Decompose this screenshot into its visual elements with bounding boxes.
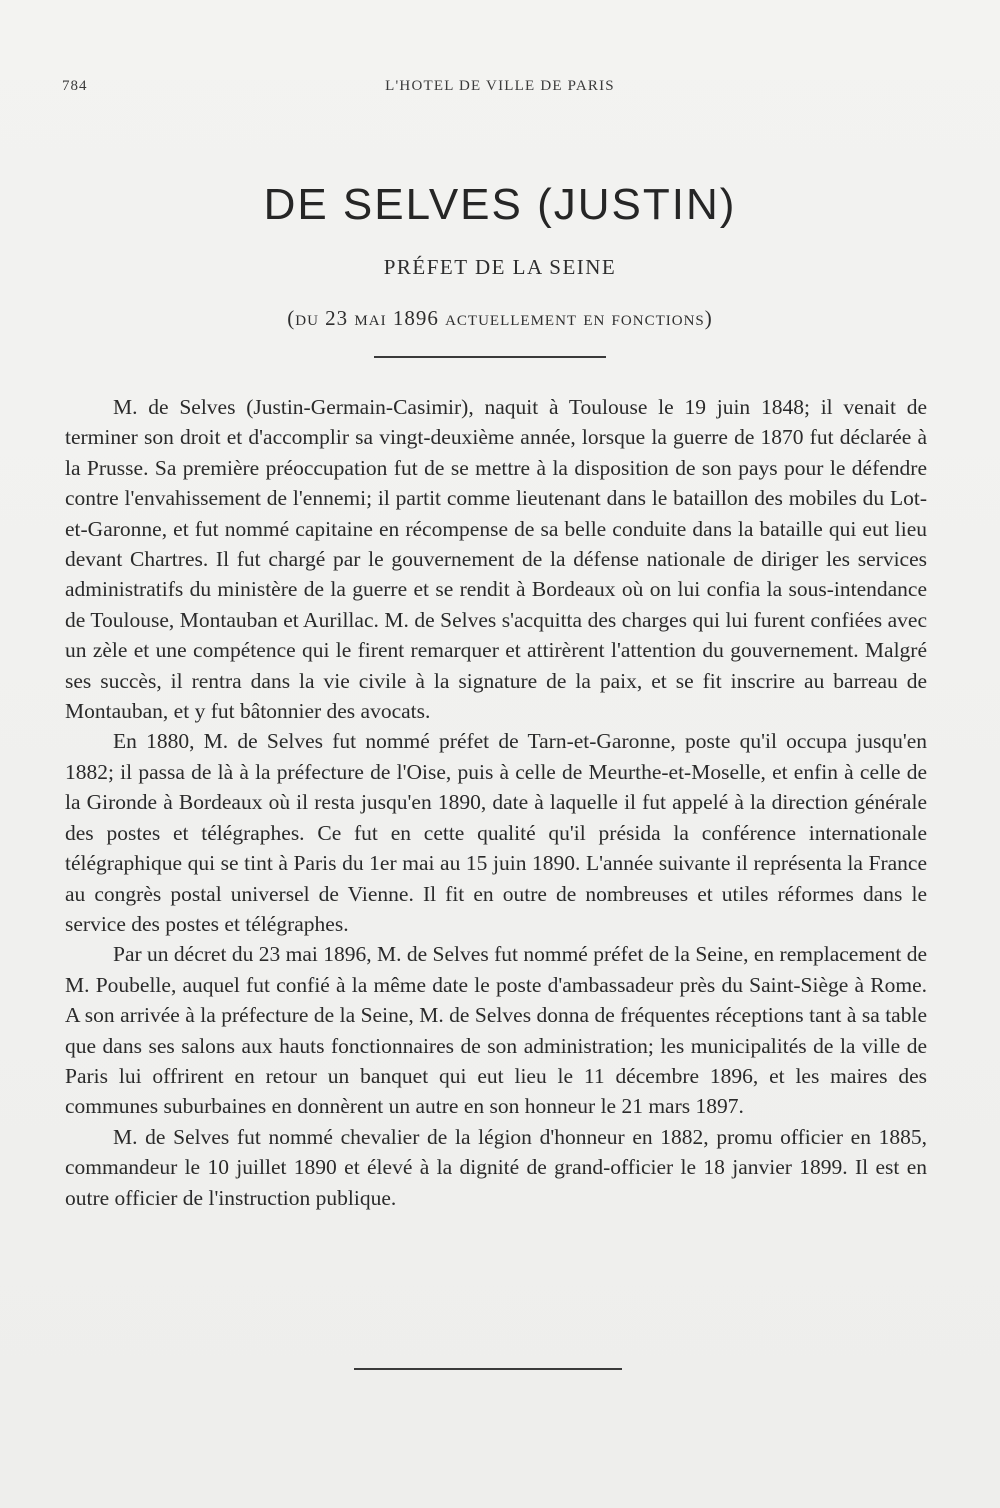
paragraph: M. de Selves (Justin-Germain-Casimir), naquit à Toulouse le 19 juin 1848; il venait de terminer son droit et d'accomplir sa vingt-deuxième année, lorsque la guerre de 1870 fut déclarée à la Prusse. Sa première préoccupation fut de se mettre à la disposition de son pays pour le défendre contre l'envahissement de l'ennemi; il partit comme lieutenant dans le bataillon des mobiles du Lot-et-Garonne, et fut nommé capitaine en récompense de sa belle conduite dans la bataille qui eut lieu devant Chartres. Il fut chargé par le gouvernement de la défense nationale de diriger les services administratifs du ministère de la guerre et se rendit à Bordeaux où on lui confia la sous-intendance de Toulouse, Montauban et Aurillac. M. de Selves s'acquitta des charges qui lui furent confiées avec un zèle et une compétence qui le firent remarquer et attirèrent l'attention du gouvernement. Malgré ses succès, il rentra dans la vie civile à la signature de la paix, et se fit inscrire au barreau de Montauban, et y fut bâtonnier des avocats. <box>65 395 927 724</box>
running-head: L'HOTEL DE VILLE DE PARIS <box>385 78 615 94</box>
paragraph: En 1880, M. de Selves fut nommé préfet de Tarn-et-Garonne, poste qu'il occupa jusqu'en 1882; il passa de là à la préfecture de l'Oise, puis à celle de Meurthe-et-Moselle, et enfin à celle de la Gironde à Bordeaux où il resta jusqu'en 1890, date à laquelle il fut appelé à la direction générale des postes et télégraphes. Ce fut en cette qualité qu'il présida la conférence internationale télégraphique qui se tint à Paris du 1er mai au 15 juin 1890. L'année suivante il représenta la France au congrès postal universel de Vienne. Il fit en outre de nombreuses et utiles réformes dans le service des postes et télégraphes. <box>65 729 927 936</box>
article-title: DE SELVES (JUSTIN) <box>263 180 737 229</box>
article-subtitle: PRÉFET DE LA SEINE <box>383 255 617 279</box>
paragraph: Par un décret du 23 mai 1896, M. de Selves fut nommé préfet de la Seine, en remplacement de M. Poubelle, auquel fut confié à la même date le poste d'ambassadeur près du Saint-Siège à Rome. A son arrivée à la préfecture de la Seine, M. de Selves donna de fréquentes réceptions tant à sa table que dans ses salons aux hauts fonctionnaires de son administration; les municipalités de la ville de Paris lui offrirent en retour un banquet qui eut lieu le 11 décembre 1896, et les maires des communes suburbaines en donnèrent un autre en son honneur le 21 mars 1897. <box>65 942 927 1119</box>
end-divider <box>354 1368 622 1370</box>
article-dates: (du 23 mai 1896 actuellement en fonctions) <box>287 306 713 330</box>
page-number: 784 <box>62 78 88 94</box>
paragraph: M. de Selves fut nommé chevalier de la légion d'honneur en 1882, promu officier en 1885, commandeur le 10 juillet 1890 et élevé à la dignité de grand-officier le 18 janvier 1899. Il est en outre officier de l'instruction publique. <box>65 1124 927 1210</box>
article-body <box>65 392 927 1213</box>
title-divider <box>374 356 606 358</box>
